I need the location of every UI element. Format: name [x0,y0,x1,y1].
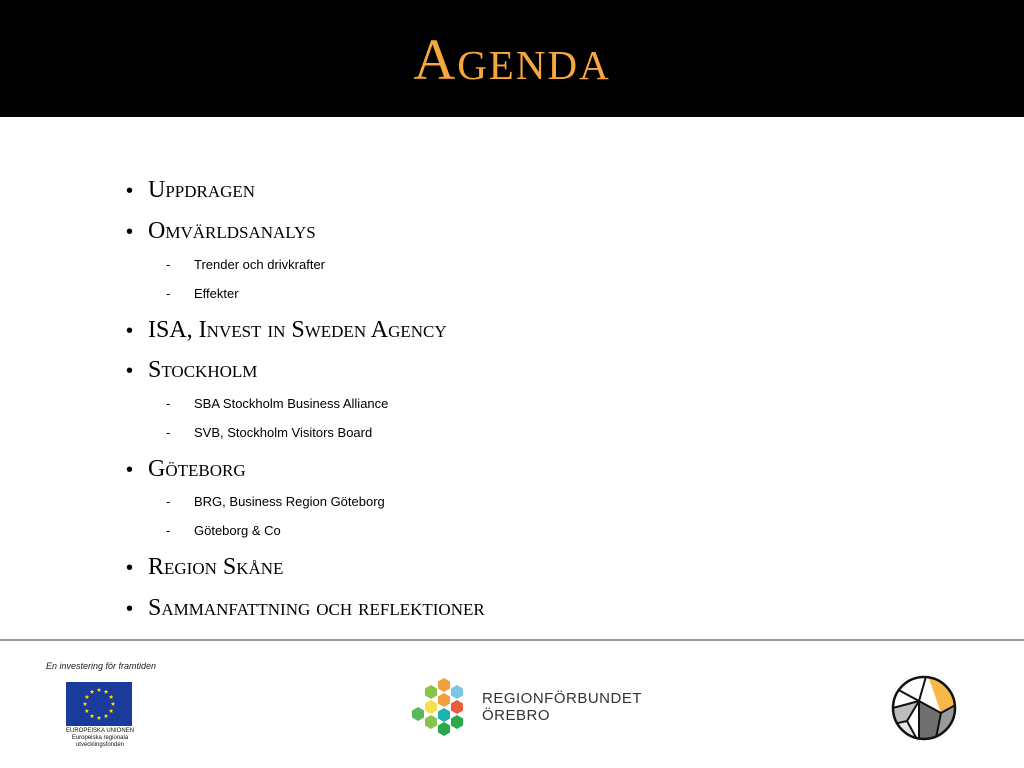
agenda-item [126,356,257,385]
agenda-item-label: Sammanfattning och reflektioner [148,595,485,621]
bullet: • [126,221,134,243]
emblem-shapes [889,673,959,743]
bullet: • [126,557,134,579]
agenda-subitem-label: Trender och drivkrafter [194,257,326,272]
agenda-subitem [166,396,388,412]
agenda-subitem-label: Effekter [194,286,239,301]
dash: - [166,257,171,272]
dash: - [166,523,171,538]
agenda-subitem [166,286,239,302]
honeycomb-icon [412,678,463,736]
agenda-item-label: Region Skåne [148,554,284,580]
eu-caption-line: Europeiska regionala [71,735,129,741]
eu-caption [50,728,150,749]
dash: - [166,286,171,301]
agenda-item-label: Uppdragen [148,177,256,203]
bullet: • [126,598,134,620]
agenda-item [126,316,447,345]
agenda-subitem-label: SVB, Stockholm Visitors Board [194,425,373,440]
dash: - [166,396,171,411]
bullet: • [126,180,134,202]
agenda-subitem-label: Göteborg & Co [194,523,281,538]
bullet: • [126,360,134,382]
agenda-subitem [166,494,385,510]
dash: - [166,494,171,509]
agenda-item [126,176,255,205]
agenda-subitem [166,257,325,273]
agenda-item [126,553,283,582]
agenda-item-label: ISA, Invest in Sweden Agency [148,317,447,343]
agenda-item [126,455,246,484]
footer-divider [0,639,1024,641]
orebro-emblem-icon [889,673,959,743]
agenda-subitem [166,523,281,539]
regionforbundet-line: ÖREBRO [482,707,551,724]
agenda-subitem-label: BRG, Business Region Göteborg [194,494,385,509]
bullet: • [126,459,134,481]
regionforbundet-wordmark [482,690,642,724]
agenda-item-label: Stockholm [148,357,258,383]
eu-caption-line: utvecklingsfonden [75,742,125,748]
slide-title: Agenda [413,27,611,92]
dash: - [166,425,171,440]
eu-flag-icon [66,682,132,726]
bullet: • [126,320,134,342]
eu-caption-line: EUROPEISKA UNIONEN [65,728,134,734]
eu-tagline: En investering för framtiden [46,661,157,671]
agenda-item [126,594,485,623]
agenda-item-label: Göteborg [148,456,246,482]
agenda-item-label: Omvärldsanalys [148,218,316,244]
agenda-item [126,217,316,246]
agenda-subitem [166,425,372,441]
regionforbundet-logo-icon [412,676,476,736]
regionforbundet-line: REGIONFÖRBUNDET [482,690,643,707]
agenda-subitem-label: SBA Stockholm Business Alliance [194,396,389,411]
